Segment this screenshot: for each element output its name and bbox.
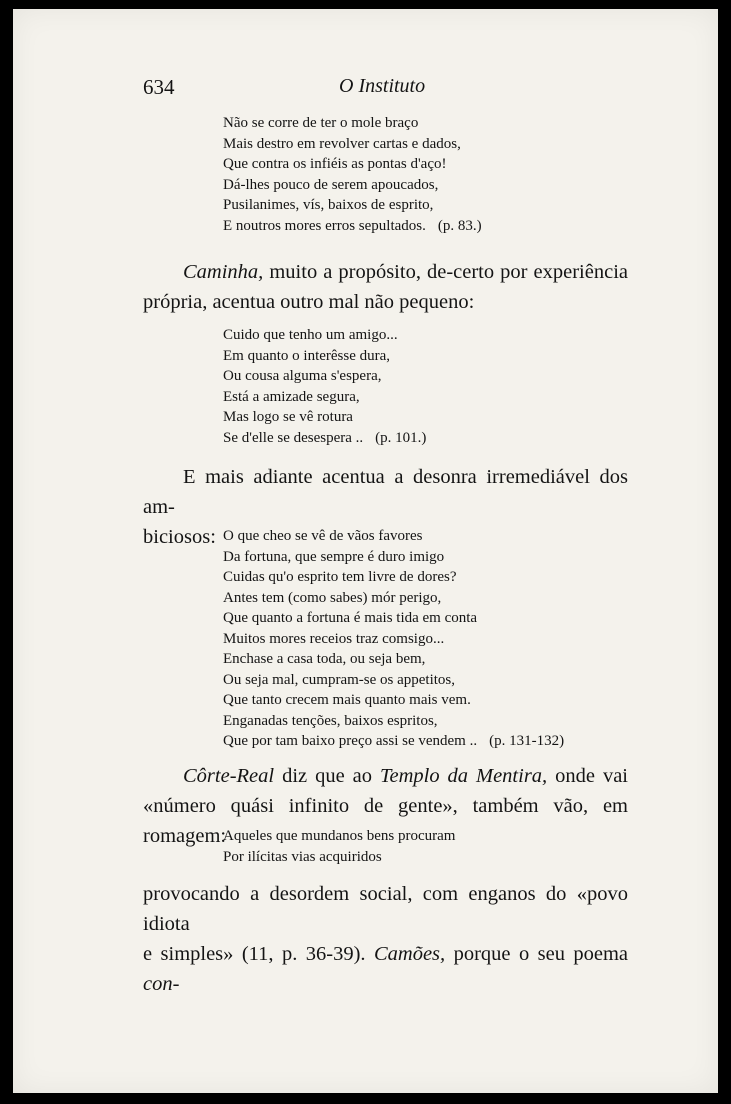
citation: (p. 101.) [375, 429, 427, 446]
verse-line: Que tanto crecem mais quanto mais vem. [223, 692, 471, 708]
hyphenated-word: con- [143, 973, 180, 995]
author-name: Côrte-Real [183, 765, 275, 787]
verse-line: Por ilícitas vias acquiridos [223, 848, 382, 865]
page-number: 634 [143, 75, 175, 99]
verse-line: Se d'elle se desespera .. (p. 101.) [223, 429, 427, 446]
paragraph-line: biciosos: [143, 526, 216, 548]
author-name: Camões, [373, 943, 446, 965]
verse-line: Da fortuna, que sempre é duro imigo [223, 548, 445, 565]
verse-line: Que quanto a fortuna é mais tida em conta [223, 610, 478, 626]
citation: (p. 83.) [437, 217, 482, 234]
verse-line: Pusilanimes, vís, baixos de esprito, [223, 197, 434, 213]
verse-line: Não se corre de ter o mole braço [223, 115, 419, 131]
paragraph-line: Caminha, muito a propósito, de-certo por experiência [183, 261, 628, 283]
work-title: Templo da Mentira, [379, 765, 548, 787]
paragraph-line: e simples» (11, p. 36-39). Camões, porque o seu poema con- [143, 943, 629, 995]
verse-line: Que por tam baixo preço assi se vendem .. (p. 131-132) [223, 733, 565, 749]
citation: (p. 131-132) [489, 733, 565, 749]
paragraph-line: E mais adiante acentua a desonra irremediável dos am- [143, 466, 628, 518]
verse-line: Cuidas qu'o esprito tem livre de dores? [223, 569, 457, 585]
author-name: Caminha, [183, 261, 264, 283]
verse-line: Que contra os infiéis as pontas d'aço! [223, 156, 447, 172]
paragraph-1 [143, 257, 628, 317]
verse-line: Mas logo se vê rotura [223, 409, 353, 425]
page-header [13, 75, 718, 105]
verse-line: Dá-lhes pouco de serem apoucados, [223, 176, 439, 193]
verse-line: Mais destro em revolver cartas e dados, [223, 135, 461, 152]
verse-block-4 [223, 826, 455, 867]
verse-line: Está a amizade segura, [223, 388, 360, 405]
running-title: O Instituto [339, 75, 426, 97]
paragraph-line: própria, acentua outro mal não pequeno: [143, 291, 475, 313]
paragraph-4 [143, 879, 628, 999]
verse-line: O que cheo se vê de vãos favores [223, 528, 423, 544]
verse-block-2 [223, 325, 426, 448]
book-page [13, 9, 718, 1093]
verse-block-1 [223, 113, 482, 236]
verse-line: Ou cousa alguma s'espera, [223, 368, 382, 384]
verse-line: Enchase a casa toda, ou seja bem, [223, 651, 426, 667]
verse-block-3 [223, 526, 564, 752]
verse-line: Muitos mores receios traz comsigo... [223, 630, 445, 647]
paragraph-line: «número quási infinito de gente», também vão, em romagem: [143, 795, 628, 847]
paragraph-line: Côrte-Real diz que ao Templo da Mentira, onde vai [183, 765, 628, 787]
verse-line: Ou seja mal, cumpram-se os appetitos, [223, 671, 456, 688]
verse-line: Aqueles que mundanos bens procuram [223, 828, 456, 844]
verse-line: Antes tem (como sabes) mór perigo, [223, 589, 442, 606]
verse-line: Enganadas tenções, baixos espritos, [223, 712, 438, 729]
verse-line: Em quanto o interêsse dura, [223, 347, 391, 364]
paragraph-line: provocando a desordem social, com enganos do «povo idiota [143, 883, 628, 935]
verse-line: E noutros mores erros sepultados. (p. 83.) [223, 217, 482, 234]
verse-line: Cuido que tenho um amigo... [223, 327, 398, 343]
